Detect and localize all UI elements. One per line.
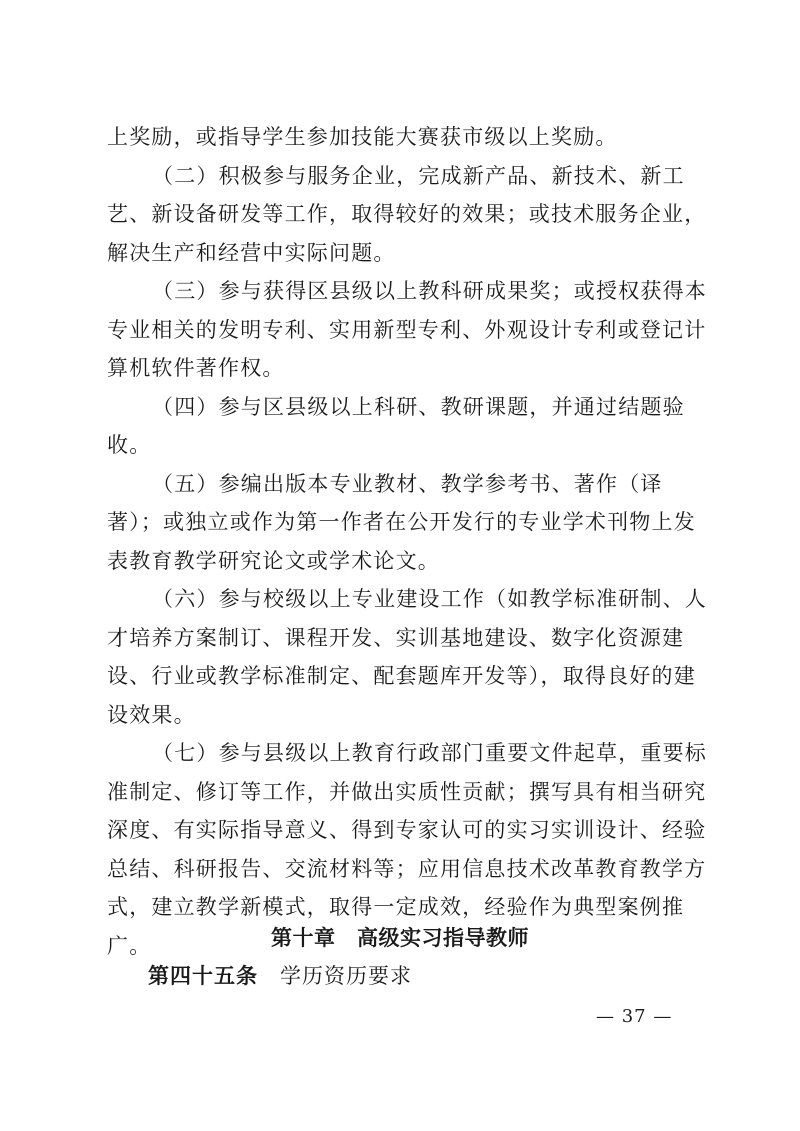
article-title: 学历资历要求 [280, 964, 412, 988]
article-heading [148, 960, 412, 990]
article-number: 第四十五条 [148, 964, 258, 988]
paragraph-item-3: （三）参与获得区县级以上教科研成果奖；或授权获得本专业相关的发明专利、实用新型专利、外观设计专利或登记计算机软件著作权。 [107, 279, 707, 380]
page-number: — 37 — [596, 1006, 673, 1027]
paragraph-continuation: 上奖励，或指导学生参加技能大赛获市级以上奖励。 [107, 125, 618, 149]
paragraph-item-2: （二）积极参与服务企业，完成新产品、新技术、新工艺、新设备研发等工作，取得较好的效果；或技术服务企业，解决生产和经营中实际问题。 [107, 163, 707, 265]
chapter-title: 第十章 高级实习指导教师 [271, 926, 529, 950]
paragraph-item-5: （五）参编出版本专业教材、教学参考书、著作（译著）；或独立或作为第一作者在公开发行的专业学术刊物上发表教育教学研究论文或学术论文。 [107, 471, 696, 573]
body-text [107, 118, 707, 965]
paragraph-item-7: （七）参与县级以上教育行政部门重要文件起草，重要标准制定、修订等工作，并做出实质性贡献；撰写具有相当研究深度、有实际指导意义、得到专家认可的实习实训设计、经验总结、科研报告、交流材料等；应用信息技术改革教育教学方式，建立教学新模式，取得一定成效，经验作为典型案例推广。 [107, 741, 707, 958]
paragraph-item-6: （六）参与校级以上专业建设工作（如教学标准研制、人才培养方案制订、课程开发、实训基地建设、数字化资源建设、行业或教学标准制定、配套题库开发等），取得良好的建设效果。 [107, 587, 707, 727]
paragraph-item-4: （四）参与区县级以上科研、教研课题，并通过结题验收。 [107, 394, 685, 457]
